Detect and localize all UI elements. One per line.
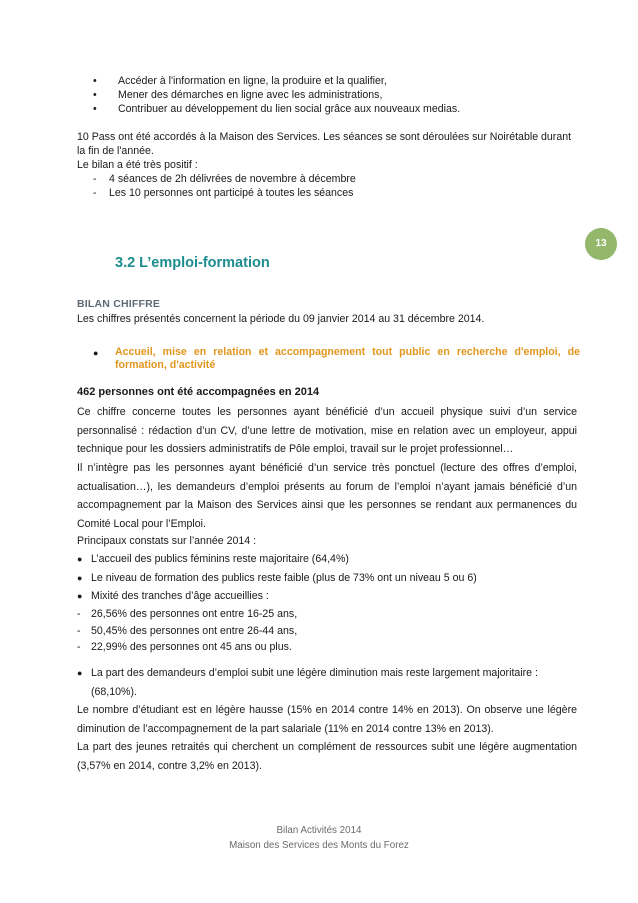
list-item-text: La part des demandeurs d’emploi subit une légère diminution mais reste largement majoritaire :	[91, 667, 538, 679]
body-line: Le nombre d’étudiant est en légère hausse (15% en 2014 contre 14% en 2013). On observe une légère	[77, 704, 577, 716]
list-item-text: 50,45% des personnes ont entre 26-44 ans,	[91, 624, 298, 637]
list-item	[77, 623, 577, 640]
orange-bullet-icon: ●	[93, 348, 99, 358]
body-line: accompagnement par la Maison des Services ainsi que les personnes se rendant aux permanences du	[77, 499, 577, 512]
body-paragraph	[77, 403, 577, 534]
list-item	[93, 186, 513, 200]
bullet-icon: ●	[77, 554, 83, 564]
footer-line2: Maison des Services des Monts du Forez	[229, 840, 409, 851]
bilan-heading: BILAN CHIFFRE	[77, 298, 161, 310]
list-item-text: Les 10 personnes ont participé à toutes les séances	[109, 187, 354, 199]
list-item-text: Contribuer au développement du lien social grâce aux nouveaux medias.	[118, 103, 461, 115]
body-line: (3,57% en 2014, contre 3,2% en 2013).	[77, 760, 262, 773]
body-line: Ce chiffre concerne toutes les personnes ayant bénéficié d’un accueil physique suivi d’un service	[77, 406, 577, 418]
list-item-text: 26,56% des personnes ont entre 16-25 ans,	[91, 608, 298, 620]
orange-bullet-text	[115, 346, 580, 372]
dash-icon: -	[77, 624, 81, 637]
page-number-badge: 13	[585, 228, 617, 260]
demandeurs-item	[77, 664, 577, 701]
orange-bullet-line1: Accueil, mise en relation et accompagnement tout public en recherche d'emploi, de	[115, 346, 580, 358]
body-line: Comité Local pour l’Emploi.	[77, 518, 206, 531]
pass-paragraph-line2: la fin de l'année.	[77, 145, 154, 157]
people-heading: 462 personnes ont été accompagnées en 2014	[77, 386, 320, 398]
list-item	[93, 88, 593, 102]
bilan-period: Les chiffres présentés concernent la période du 09 janvier 2014 au 31 décembre 2014.	[77, 313, 485, 325]
list-item	[77, 639, 577, 656]
list-item-text: Mener des démarches en ligne avec les administrations,	[118, 89, 383, 101]
list-item	[77, 569, 577, 588]
dash-icon: -	[77, 608, 81, 620]
section-title: 3.2 L’emploi-formation	[115, 255, 270, 271]
list-item-text: 4 séances de 2h délivrées de novembre à décembre	[109, 173, 356, 185]
body-line: technique pour les dossiers administratifs de Pôle emploi, travail sur le projet professionnel…	[77, 443, 514, 456]
list-item	[77, 550, 577, 569]
bullet-icon: ●	[77, 572, 83, 583]
body-line: Il n’intègre pas les personnes ayant bénéficié d’un service très ponctuel (lecture des offres d’emploi,	[77, 462, 577, 475]
final-paragraph	[77, 701, 577, 776]
list-item	[93, 172, 513, 186]
list-item	[77, 664, 577, 683]
list-item-text: (68,10%).	[91, 685, 137, 698]
list-item	[93, 102, 593, 116]
bullet-icon: •	[93, 103, 97, 115]
list-item-text: L’accueil des publics féminins reste majoritaire (64,4%)	[91, 553, 349, 565]
dash-icon: -	[93, 187, 97, 199]
age-list	[77, 606, 577, 656]
list-item	[93, 74, 593, 88]
bullet-icon: ●	[77, 591, 83, 602]
pass-paragraph-line3: Le bilan a été très positif :	[77, 159, 198, 171]
list-item-continuation	[77, 683, 577, 702]
list-item-text: Mixité des tranches d’âge accueillies :	[91, 590, 269, 603]
body-line: diminution de l’accompagnement de la part salariale (11% en 2014 contre 13% en 2013).	[77, 722, 494, 735]
list-item-text: Le niveau de formation des publics reste faible (plus de 73% ont un niveau 5 ou 6)	[91, 571, 477, 584]
bullet-icon: ●	[77, 668, 83, 678]
dash-icon: -	[77, 641, 81, 653]
list-item-text: 22,99% des personnes ont 45 ans ou plus.	[91, 641, 292, 653]
body-line: actualisation…), les demandeurs d’emploi présents au forum de l’emploi n’ayant jamais bénéficié d’un	[77, 480, 577, 493]
orange-bullet-line2: formation, d'activité	[115, 359, 216, 371]
pass-paragraph-line1: 10 Pass ont été accordés à la Maison des Services. Les séances se sont déroulées sur Noirétable durant	[77, 131, 572, 143]
bullet-icon: •	[93, 75, 97, 87]
constats-intro: Principaux constats sur l’année 2014 :	[77, 535, 257, 547]
list-item	[77, 587, 577, 606]
constats-list	[77, 550, 577, 606]
dash-icon: -	[93, 173, 97, 185]
body-line: personnalisé : rédaction d’un CV, d’une lettre de motivation, mise en relation avec un employeur, appui	[77, 424, 577, 437]
body-line: La part des jeunes retraités qui cherchent un complément de ressources subit une légère augmentation	[77, 741, 577, 754]
list-item	[77, 606, 577, 623]
footer-line1: Bilan Activités 2014	[276, 825, 362, 836]
list-item-text: Accéder à l'information en ligne, la produire et la qualifier,	[118, 75, 387, 87]
bullet-icon: •	[93, 89, 97, 101]
